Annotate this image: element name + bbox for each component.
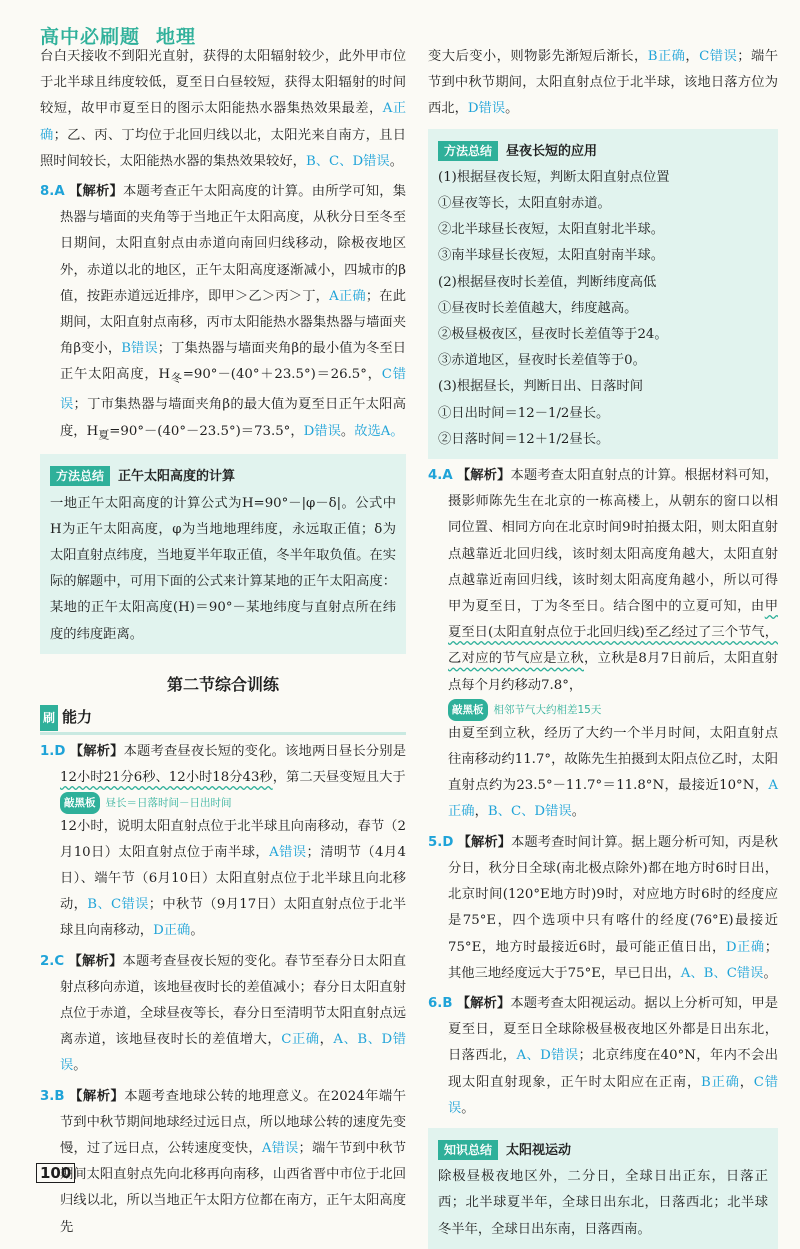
box-line: (1)根据昼夜长短，判断太阳直射点位置 bbox=[438, 169, 670, 185]
box-line: ①昼夜等长，太阳直射赤道。 bbox=[438, 196, 611, 212]
answer-8: 8.A 【解析】本题考查正午太阳高度的计算。由所学可知，集热器与墙面的夹角等于当地正午太阳高度，从秋分日至冬至日期间，太阳直射点由赤道向南回归线移动，除极夜地区外，赤道以北的地区，正午太阳高度逐渐减小，四城市的β值，按距赤道远近排序，即甲＞乙＞丙＞丁，A正确；在此期间，太阳直射点南移，丙市太阳能热水器集热器与墙面夹角β变小，B错误；丁集热器与墙面夹角β的最小值为冬至日正午太阳高度，$H_冬=90^\circ-(40^\circ+23.5^\circ)=26.5^\circ$，C错误；丁市集热器与墙面夹角β的最大值为夏至日正午太阳高度，$H_夏=90^\circ-(40^\circ-23.5^\circ)=73.5^\circ$，D错误。故选A。 bbox=[40, 184, 407, 442]
answer-4: 4.A 【解析】本题考查太阳直射点的计算。根据材料可知，摄影师陈先生在北京的一栋高楼上，从朝东的窗口以相同位置、相同方向在北京时间9时拍摄太阳，则太阳直射点越靠近北回归线，该时刻太阳高度角越大，太阳直射点越靠近南回归线，该时刻太阳高度角越小，所以可得甲为夏至日，丁为冬至日。结合图中的立夏可知，由甲夏至日(太阳直射点位于北回归线)至乙经过了三个节气，乙对应的节气应是立秋，立秋是8月7日前后，太阳直射点每个月约移动7.8°， bbox=[428, 468, 779, 693]
box-line: (3)根据昼长，判断日出、日落时间 bbox=[438, 379, 643, 395]
box-line: ③南半球昼长夜短，太阳直射南半球。 bbox=[438, 248, 665, 264]
knowledge-summary-box bbox=[428, 1128, 778, 1249]
section-title: 第二节综合训练 bbox=[166, 674, 279, 694]
box-title: 昼夜长短的应用 bbox=[506, 143, 598, 159]
answer-6: 6.B 【解析】本题考查太阳视运动。据以上分析可知，甲是夏至日，夏至日全球除极昼极夜地区外都是日出东北，日落西北，A、D错误；北京纬度在40°N，年内不会出现太阳直射现象，正午时太阳应在正南，B正确，C错误。 bbox=[428, 995, 779, 1116]
annotation-note: 敲黑板 相邻节气大约相差15天 bbox=[428, 699, 778, 721]
intro-paragraph: 台白天接收不到阳光直射，获得的太阳辐射较少，此外甲市位于北半球且纬度较低，夏至日白昼较短，获得太阳辐射的时间较短，故甲市夏至日的图示太阳能热水器集热效果最差，A正确；乙、丙、丁均位于北回归线以北，太阳光来自南方，且日照时间较长，太阳能热水器的集热效果较好，B、C、D错误。 bbox=[40, 49, 407, 169]
box-tag: 方法总结 bbox=[438, 141, 498, 161]
box-line: ①昼夜时长差值越大，纬度越高。 bbox=[438, 300, 638, 316]
subject-label: 地理 bbox=[156, 26, 197, 48]
box-line: ③赤道地区，昼夜时长差值等于0。 bbox=[438, 353, 646, 369]
box-text: 除极昼极夜地区外，二分日，全球日出正东，日落正西；北半球夏半年，全球日出东北，日落西北；北半球冬半年，全球日出东南，日落西南。 bbox=[438, 1169, 768, 1237]
box-line: ②北半球昼长夜短，太阳直射北半球。 bbox=[438, 222, 665, 238]
left-column bbox=[40, 44, 406, 1241]
annotation-note: 敲黑板 昼长＝日落时间－日出时间 bbox=[40, 792, 406, 814]
box-line: ①日出时间＝12－1/2昼长。 bbox=[438, 405, 610, 421]
method-summary-box-2 bbox=[428, 129, 778, 459]
box-text: 一地正午太阳高度的计算公式为H=90°－|φ－δ|。公式中H为正午太阳高度，φ为当地地理纬度，永远取正值；δ为太阳直射点纬度，当地夏半年取正值，冬半年取负值。在实际的解题中，可用下面的公式来计算某地的正午太阳高度：某地的正午太阳高度(H)＝90°－某地纬度与直射点所在纬度的纬度距离。 bbox=[50, 495, 396, 642]
book-title: 高中必刷题 bbox=[40, 26, 141, 48]
box-tag: 知识总结 bbox=[438, 1140, 498, 1160]
brush-badge: 刷 bbox=[40, 705, 58, 731]
answer-3-cont: 变大后变小，则物影先渐短后渐长，B正确，C错误；端午节到中秋节期间，太阳直射点位于北半球，该地日落方位为西北，D错误。 bbox=[428, 49, 778, 117]
box-line: ②日落时间＝12＋1/2昼长。 bbox=[438, 431, 610, 447]
box-tag: 方法总结 bbox=[50, 466, 110, 486]
page-number: 100 bbox=[36, 1163, 75, 1183]
box-title: 太阳视运动 bbox=[506, 1142, 572, 1158]
answer-2: 2.C 【解析】本题考查昼夜长短的变化。春节至春分日太阳直射点移向赤道，该地昼夜时长的差值减小；春分日太阳直射点位于赤道，全球昼夜等长，春分日至清明节太阳直射点远离赤道，该地昼夜时长的差值增大，C正确，A、B、D错误。 bbox=[40, 953, 406, 1074]
answer-1-cont: 12小时，说明太阳直射点位于北半球且向南移动，春节（2月10日）太阳直射点位于南半球，A错误；清明节（4月4日）、端午节（6月10日）太阳直射点位于北半球且向北移动，B、C错误；中秋节（9月17日）太阳直射点位于北半球且向南移动，D正确。 bbox=[60, 818, 407, 939]
box-line: (2)根据昼夜时长差值，判断纬度高低 bbox=[438, 274, 657, 290]
answer-4-cont: 由夏至到立秋，经历了大约一个半月时间，太阳直射点往南移动约11.7°，故陈先生拍摄到太阳点位乙时，太阳直射点约为23.5°－11.7°＝11.8°N，最接近10°N，A正确，B、C、D错误。 bbox=[448, 725, 778, 820]
section-subtitle: 刷 能力 bbox=[40, 704, 406, 735]
answer-1: 1.D 【解析】本题考查昼夜长短的变化。该地两日昼长分别是12小时21分6秒、12小时18分43秒，第二天昼变短且大于 bbox=[40, 744, 406, 786]
box-title: 正午太阳高度的计算 bbox=[118, 469, 236, 485]
method-summary-box bbox=[40, 454, 406, 653]
answer-5: 5.D 【解析】本题考查时间计算。据上题分析可知，丙是秋分日，秋分日全球(南北极点除外)都在地方时6时日出，北京时间(120°E地方时)9时，对应地方时6时的经度应是75°E，四个选项中只有喀什的经度(76°E)最接近75°E，地方时最接近6时，最可能正值日出，D正确；其他三地经度远大于75°E，早已日出，A、B、C错误。 bbox=[428, 834, 779, 981]
box-line: ②极昼极夜区，昼夜时长差值等于24。 bbox=[438, 327, 668, 343]
answer-3: 3.B 【解析】本题考查地球公转的地理意义。在2024年端午节到中秋节期间地球经过远日点，所以地球公转的速度先变慢，过了远日点，公转速度变快，A错误；端午节到中秋节期间太阳直射点先向北移再向南移，山西省晋中市位于北回归线以北，所以当地正午太阳方位都在南方，正午太阳高度先 bbox=[40, 1088, 407, 1235]
right-column bbox=[428, 44, 778, 1249]
